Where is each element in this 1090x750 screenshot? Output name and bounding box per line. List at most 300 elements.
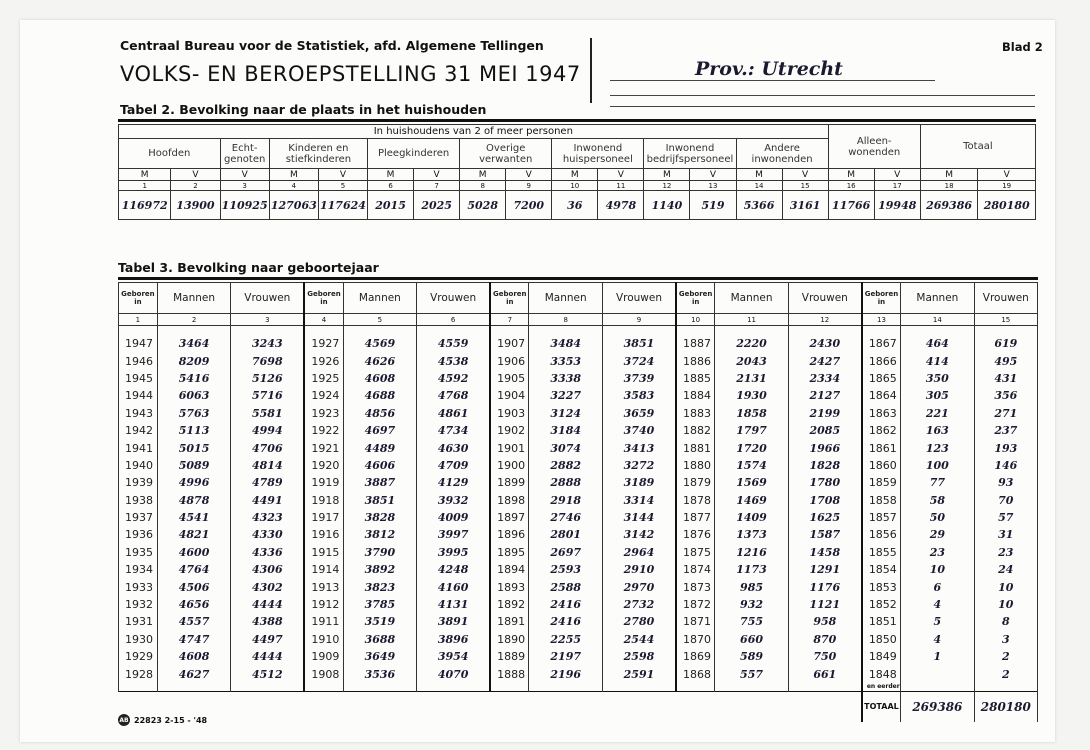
men-count: 3227: [529, 387, 603, 404]
women-count: 31: [974, 526, 1037, 543]
women-header: Vrouwen: [974, 283, 1037, 314]
men-header: Mannen: [343, 283, 417, 314]
men-count: 2220: [715, 335, 789, 352]
women-count: 1708: [788, 492, 862, 509]
table2-group: Pleegkinderen: [368, 139, 460, 169]
birth-year: 1883: [676, 405, 715, 422]
men-header: Mannen: [157, 283, 231, 314]
men-count: 4878: [157, 492, 231, 509]
table-row: [119, 596, 1038, 613]
men-count: 3338: [529, 370, 603, 387]
men-count: 5113: [157, 422, 231, 439]
birth-year: 1864: [862, 387, 901, 404]
sex-header: V: [171, 169, 220, 181]
birth-year: 1887: [676, 335, 715, 352]
column-number: 17: [874, 181, 920, 191]
women-count: 958: [788, 613, 862, 630]
women-count: 2964: [602, 544, 676, 561]
table2-group: Kinderen en stiefkinderen: [269, 139, 367, 169]
women-count: 4388: [231, 613, 305, 630]
women-count: 2: [974, 648, 1037, 665]
women-count: 1176: [788, 578, 862, 595]
men-count: 589: [715, 648, 789, 665]
women-header: Vrouwen: [602, 283, 676, 314]
organization: Centraal Bureau voor de Statistiek, afd. Algemene Tellingen: [120, 38, 544, 53]
women-count: 4129: [417, 474, 491, 491]
total-row: [119, 691, 1038, 722]
men-count: 100: [901, 457, 975, 474]
form-line: [610, 95, 1035, 96]
total-men: 269386: [901, 691, 975, 722]
birth-year: 1898: [490, 492, 529, 509]
born-in-header: Geboren in: [304, 283, 343, 314]
women-count: 2085: [788, 422, 862, 439]
sheet-number: Blad 2: [1002, 40, 1043, 54]
men-count: 557: [715, 665, 789, 682]
birth-year: 1936: [119, 526, 158, 543]
table2-value: 269386: [920, 191, 978, 220]
women-count: 4814: [231, 457, 305, 474]
men-count: 2801: [529, 526, 603, 543]
table2-group: Andere inwonenden: [736, 139, 828, 169]
women-count: 4706: [231, 439, 305, 456]
men-count: [901, 665, 975, 682]
men-count: 2882: [529, 457, 603, 474]
women-count: 5581: [231, 405, 305, 422]
women-count: 5716: [231, 387, 305, 404]
women-count: 3739: [602, 370, 676, 387]
table2-value: 5028: [460, 191, 506, 220]
men-count: 755: [715, 613, 789, 630]
women-count: 2732: [602, 596, 676, 613]
sex-header: M: [119, 169, 171, 181]
women-count: 661: [788, 665, 862, 682]
table2-value: 1140: [644, 191, 690, 220]
women-count: 2780: [602, 613, 676, 630]
women-count: 2598: [602, 648, 676, 665]
column-number: 2: [157, 314, 231, 326]
birth-year: 1907: [490, 335, 529, 352]
table-row: [119, 613, 1038, 630]
women-count: 4734: [417, 422, 491, 439]
women-count: 1828: [788, 457, 862, 474]
birth-year: 1856: [862, 526, 901, 543]
men-count: 4856: [343, 405, 417, 422]
women-count: 5126: [231, 370, 305, 387]
women-count: 3413: [602, 439, 676, 456]
men-count: 5: [901, 613, 975, 630]
birth-year: 1912: [304, 596, 343, 613]
men-count: 4608: [343, 370, 417, 387]
sex-header: V: [874, 169, 920, 181]
birth-year: 1903: [490, 405, 529, 422]
column-number: 15: [974, 314, 1037, 326]
men-count: 1797: [715, 422, 789, 439]
birth-year: 1896: [490, 526, 529, 543]
women-count: 2427: [788, 352, 862, 369]
table-row: [119, 526, 1038, 543]
sex-header: M: [552, 169, 598, 181]
men-count: 2416: [529, 596, 603, 613]
birth-year: 1901: [490, 439, 529, 456]
birth-year: 1947: [119, 335, 158, 352]
women-count: 4709: [417, 457, 491, 474]
column-number: 19: [978, 181, 1036, 191]
birth-year: 1872: [676, 596, 715, 613]
women-count: 4861: [417, 405, 491, 422]
women-count: 3724: [602, 352, 676, 369]
table-row: [119, 474, 1038, 491]
birth-year: 1942: [119, 422, 158, 439]
table2-value: 127063: [269, 191, 318, 220]
birth-year: 1946: [119, 352, 158, 369]
birth-year: 1927: [304, 335, 343, 352]
women-header: Vrouwen: [788, 283, 862, 314]
sex-header: V: [978, 169, 1036, 181]
men-count: 3887: [343, 474, 417, 491]
women-count: 1121: [788, 596, 862, 613]
women-count: 3: [974, 631, 1037, 648]
column-number: 9: [602, 314, 676, 326]
women-count: 2334: [788, 370, 862, 387]
printer-logo-icon: AB: [118, 714, 130, 726]
sex-header: M: [828, 169, 874, 181]
women-count: 3243: [231, 335, 305, 352]
birth-year: 1858: [862, 492, 901, 509]
birth-year: 1854: [862, 561, 901, 578]
women-count: 146: [974, 457, 1037, 474]
table2-value: 2015: [368, 191, 414, 220]
women-count: 4491: [231, 492, 305, 509]
birth-year: 1917: [304, 509, 343, 526]
sex-header: V: [598, 169, 644, 181]
table-row: [119, 492, 1038, 509]
birth-year: 1875: [676, 544, 715, 561]
birth-year: 1892: [490, 596, 529, 613]
form-line: [610, 106, 1035, 107]
men-count: 3184: [529, 422, 603, 439]
birth-year: 1857: [862, 509, 901, 526]
women-count: 3144: [602, 509, 676, 526]
table2-title: Tabel 2. Bevolking naar de plaats in het huishouden: [120, 102, 487, 117]
birth-year: 1939: [119, 474, 158, 491]
column-number: 1: [119, 181, 171, 191]
birth-year: 1859: [862, 474, 901, 491]
women-count: 93: [974, 474, 1037, 491]
birth-year: 1914: [304, 561, 343, 578]
birth-year: 1873: [676, 578, 715, 595]
women-count: 237: [974, 422, 1037, 439]
women-count: 1966: [788, 439, 862, 456]
sex-header: V: [220, 169, 269, 181]
birth-year: 1886: [676, 352, 715, 369]
birth-year: 1891: [490, 613, 529, 630]
women-count: 4248: [417, 561, 491, 578]
column-number: 7: [414, 181, 460, 191]
men-count: 3790: [343, 544, 417, 561]
census-form: [20, 20, 1055, 742]
sex-header: V: [318, 169, 367, 181]
men-count: 3892: [343, 561, 417, 578]
birth-year: 1900: [490, 457, 529, 474]
men-count: 123: [901, 439, 975, 456]
column-number: 4: [304, 314, 343, 326]
women-count: 57: [974, 509, 1037, 526]
men-count: 4: [901, 631, 975, 648]
table2-value: 11766: [828, 191, 874, 220]
men-count: 77: [901, 474, 975, 491]
men-count: 1: [901, 648, 975, 665]
column-number: 15: [782, 181, 828, 191]
born-in-header: Geboren in: [676, 283, 715, 314]
birth-year: 1881: [676, 439, 715, 456]
women-header: Vrouwen: [417, 283, 491, 314]
women-count: 10: [974, 578, 1037, 595]
table-row: [119, 544, 1038, 561]
women-count: 2199: [788, 405, 862, 422]
women-count: 10: [974, 596, 1037, 613]
birth-year: 1921: [304, 439, 343, 456]
women-count: 2910: [602, 561, 676, 578]
men-count: 4996: [157, 474, 231, 491]
men-count: 4608: [157, 648, 231, 665]
women-count: 4630: [417, 439, 491, 456]
birth-year: 1902: [490, 422, 529, 439]
column-number: 3: [231, 314, 305, 326]
women-header: Vrouwen: [231, 283, 305, 314]
table2-group: Totaal: [920, 125, 1035, 169]
women-count: 4131: [417, 596, 491, 613]
footer: [118, 714, 207, 726]
table2-value: 19948: [874, 191, 920, 220]
birth-year: 1928: [119, 665, 158, 682]
column-number: 1: [119, 314, 158, 326]
birth-year: 1894: [490, 561, 529, 578]
men-count: 3074: [529, 439, 603, 456]
birth-year: 1862: [862, 422, 901, 439]
column-number: 8: [529, 314, 603, 326]
birth-year: 1916: [304, 526, 343, 543]
table3-rule: [118, 277, 1038, 280]
table-row: [119, 335, 1038, 352]
table3: [118, 282, 1038, 722]
women-count: 1625: [788, 509, 862, 526]
women-count: 4070: [417, 665, 491, 682]
birth-year: 1941: [119, 439, 158, 456]
birth-year: 1918: [304, 492, 343, 509]
column-number: 12: [788, 314, 862, 326]
birth-year: 1920: [304, 457, 343, 474]
column-number: 6: [368, 181, 414, 191]
men-count: 985: [715, 578, 789, 595]
birth-year: 1943: [119, 405, 158, 422]
birth-year: 1938: [119, 492, 158, 509]
table-row: [119, 631, 1038, 648]
birth-year: 1863: [862, 405, 901, 422]
birth-year: 1871: [676, 613, 715, 630]
birth-year: 1933: [119, 578, 158, 595]
men-count: 4688: [343, 387, 417, 404]
birth-year: 1884: [676, 387, 715, 404]
women-count: 2127: [788, 387, 862, 404]
women-count: 2544: [602, 631, 676, 648]
birth-year: 1868: [676, 665, 715, 682]
column-number: 5: [318, 181, 367, 191]
women-count: 4497: [231, 631, 305, 648]
birth-year: 1925: [304, 370, 343, 387]
table-row: [119, 683, 1038, 692]
column-number: 11: [715, 314, 789, 326]
men-count: 4656: [157, 596, 231, 613]
women-count: 1291: [788, 561, 862, 578]
table2-value: 280180: [978, 191, 1036, 220]
women-count: 193: [974, 439, 1037, 456]
birth-year: 1905: [490, 370, 529, 387]
table2-value: 5366: [736, 191, 782, 220]
birth-year: 1849: [862, 648, 901, 665]
men-count: 3785: [343, 596, 417, 613]
table-row: [119, 509, 1038, 526]
men-count: 4606: [343, 457, 417, 474]
women-count: 3740: [602, 422, 676, 439]
men-count: 2197: [529, 648, 603, 665]
table-row: [119, 387, 1038, 404]
sex-header: M: [736, 169, 782, 181]
birth-year: 1932: [119, 596, 158, 613]
birth-year: 1930: [119, 631, 158, 648]
men-count: 2196: [529, 665, 603, 682]
column-number: 13: [862, 314, 901, 326]
men-count: 2416: [529, 613, 603, 630]
women-count: 1587: [788, 526, 862, 543]
birth-year: 1867: [862, 335, 901, 352]
men-count: 3124: [529, 405, 603, 422]
men-count: 5763: [157, 405, 231, 422]
table2-group: Inwonend bedrijfspersoneel: [644, 139, 736, 169]
men-count: 660: [715, 631, 789, 648]
men-count: 464: [901, 335, 975, 352]
table-row: [119, 457, 1038, 474]
table2-value: 36: [552, 191, 598, 220]
birth-year: 1895: [490, 544, 529, 561]
men-count: 23: [901, 544, 975, 561]
birth-year: 1937: [119, 509, 158, 526]
men-count: 3484: [529, 335, 603, 352]
women-count: 3891: [417, 613, 491, 630]
birth-year: 1889: [490, 648, 529, 665]
birth-year: 1906: [490, 352, 529, 369]
born-in-header: Geboren in: [490, 283, 529, 314]
men-count: 50: [901, 509, 975, 526]
column-number: 13: [690, 181, 736, 191]
column-number: 14: [736, 181, 782, 191]
column-number: 14: [901, 314, 975, 326]
total-women: 280180: [974, 691, 1037, 722]
women-count: 3659: [602, 405, 676, 422]
table-row: [119, 370, 1038, 387]
women-count: 4336: [231, 544, 305, 561]
birth-year: 1866: [862, 352, 901, 369]
men-count: 932: [715, 596, 789, 613]
women-count: 2970: [602, 578, 676, 595]
women-count: 3954: [417, 648, 491, 665]
women-count: 4592: [417, 370, 491, 387]
men-count: 1469: [715, 492, 789, 509]
sex-header: M: [368, 169, 414, 181]
sex-header: V: [414, 169, 460, 181]
birth-year: 1861: [862, 439, 901, 456]
born-in-header: Geboren in: [119, 283, 158, 314]
women-count: 4444: [231, 648, 305, 665]
men-count: 29: [901, 526, 975, 543]
men-header: Mannen: [901, 283, 975, 314]
sex-header: V: [782, 169, 828, 181]
column-number: 3: [220, 181, 269, 191]
men-count: 2131: [715, 370, 789, 387]
women-count: 4512: [231, 665, 305, 682]
women-count: 4160: [417, 578, 491, 595]
birth-year: 1909: [304, 648, 343, 665]
birth-year: 1874: [676, 561, 715, 578]
women-count: 3314: [602, 492, 676, 509]
men-count: 1409: [715, 509, 789, 526]
column-number: 5: [343, 314, 417, 326]
women-count: 4768: [417, 387, 491, 404]
men-count: 1858: [715, 405, 789, 422]
birth-year: 1877: [676, 509, 715, 526]
province-line: [610, 80, 935, 81]
women-count: 3997: [417, 526, 491, 543]
table2-value: 110925: [220, 191, 269, 220]
men-count: 1720: [715, 439, 789, 456]
table-row: [119, 561, 1038, 578]
column-number: 10: [676, 314, 715, 326]
men-count: 10: [901, 561, 975, 578]
men-count: 4489: [343, 439, 417, 456]
women-count: 24: [974, 561, 1037, 578]
birth-year: 1885: [676, 370, 715, 387]
birth-year: 1860: [862, 457, 901, 474]
women-count: 4538: [417, 352, 491, 369]
women-count: 4009: [417, 509, 491, 526]
women-count: 4330: [231, 526, 305, 543]
men-header: Mannen: [529, 283, 603, 314]
women-count: 4323: [231, 509, 305, 526]
table-row: [119, 422, 1038, 439]
birth-year: 1929: [119, 648, 158, 665]
birth-year: 1935: [119, 544, 158, 561]
men-count: 1373: [715, 526, 789, 543]
birth-year: 1878: [676, 492, 715, 509]
men-count: 4506: [157, 578, 231, 595]
men-count: 2918: [529, 492, 603, 509]
birth-year: 1851: [862, 613, 901, 630]
birth-year: 1945: [119, 370, 158, 387]
men-count: 1173: [715, 561, 789, 578]
birth-year: 1944: [119, 387, 158, 404]
women-count: 3851: [602, 335, 676, 352]
women-count: 23: [974, 544, 1037, 561]
born-in-header: Geboren in: [862, 283, 901, 314]
table-row: [119, 665, 1038, 682]
table2-group: Echt- genoten: [220, 139, 269, 169]
birth-year: 1855: [862, 544, 901, 561]
women-count: 4789: [231, 474, 305, 491]
women-count: 3272: [602, 457, 676, 474]
form-code: 22823 2-15 - '48: [134, 715, 208, 725]
men-count: 221: [901, 405, 975, 422]
birth-year: 1853: [862, 578, 901, 595]
